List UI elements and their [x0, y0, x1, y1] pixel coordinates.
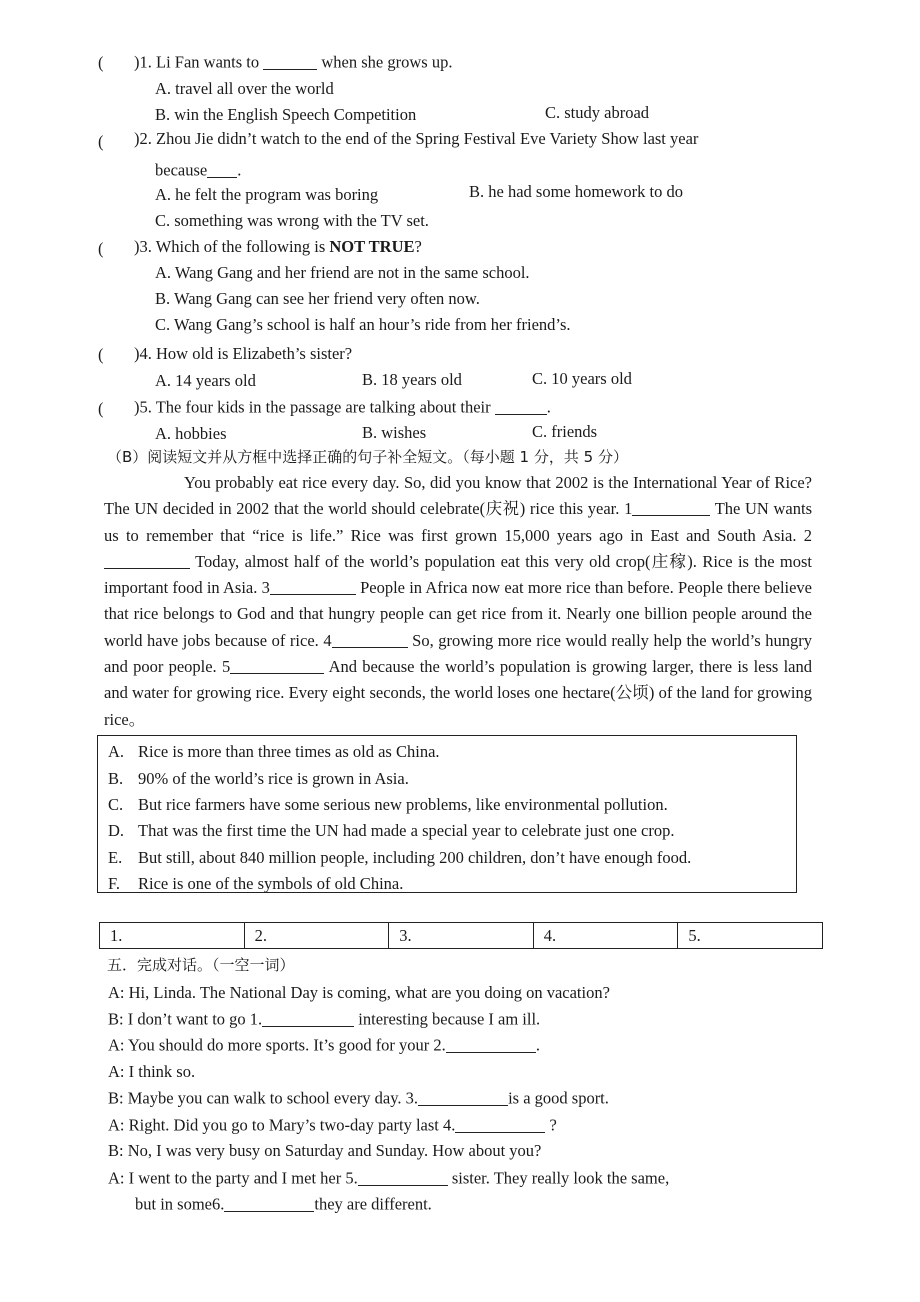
box-option-b	[108, 769, 409, 789]
q1-option-c: C. study abroad	[545, 103, 650, 122]
box-option-c	[108, 795, 668, 815]
q4-option-c: C. 10 years old	[532, 369, 632, 388]
option-letter: F.	[108, 874, 120, 893]
q3-option-a: A. Wang Gang and her friend are not in the same school.	[155, 263, 530, 282]
dialogue-blank-2[interactable]	[446, 1035, 536, 1053]
box-option-d	[108, 821, 675, 841]
passage-part-5: So, growing more rice would really help the world’s hungry and poor people.	[104, 630, 812, 677]
q5-text: )5. The four kids in the passage are talking about their	[134, 397, 491, 417]
blank-number-5: 5	[221, 657, 231, 677]
option-letter: E.	[108, 848, 123, 867]
sentence-options-box	[97, 735, 797, 893]
dialogue-blank-5[interactable]	[358, 1168, 448, 1186]
passage-part-1: You probably eat rice every day. So, did you know that 2002 is the International Year of Rice? The UN decided in 2002 that the world should celebrate(庆祝) rice this year.	[104, 473, 812, 519]
line-text-after: ?	[549, 1115, 557, 1135]
q1-option-a: A. travel all over the world	[155, 79, 334, 98]
option-text: Rice is one of the symbols of old China.	[138, 874, 404, 893]
q5-option-b: B. wishes	[362, 423, 427, 442]
blank-number-3: 3	[261, 578, 270, 598]
answer-cell-4[interactable]: 4.	[534, 923, 679, 948]
question-4-stem: )4. How old is Elizabeth’s sister?	[134, 344, 353, 363]
passage-part-3: Today, almost half of the world’s population eat this very old crop(庄稼). Rice is the most important food in Asia.	[104, 551, 813, 598]
dialogue-blank-3[interactable]	[418, 1088, 508, 1106]
option-text: That was the first time the UN had made a special year to celebrate just one crop.	[138, 821, 675, 840]
question-5-stem	[134, 397, 551, 417]
line-text: B: I don’t want to go 1.	[108, 1009, 263, 1029]
dialogue-blank-4[interactable]	[455, 1115, 545, 1133]
passage-blank-2[interactable]	[104, 551, 190, 569]
q2-option-b: B. he had some homework to do	[469, 182, 684, 201]
q3-option-b: B. Wang Gang can see her friend very often now.	[155, 289, 480, 308]
question-2-stem-line2	[155, 160, 241, 180]
option-letter: C.	[108, 795, 124, 814]
passage-blank-5[interactable]	[230, 657, 324, 675]
answer-cell-2[interactable]: 2.	[245, 923, 390, 948]
option-letter: D.	[108, 821, 125, 840]
option-text: 90% of the world’s rice is grown in Asia.	[138, 769, 409, 788]
q5-text-after: .	[546, 397, 551, 417]
question-2-stem: )2. Zhou Jie didn’t watch to the end of the Spring Festival Eve Variety Show last year	[134, 129, 699, 148]
answer-bracket: (	[98, 132, 104, 151]
passage-part-4: People in Africa now eat more rice than before. People there believe that rice belongs to God and that hungry people can get rice from it. Nearly one billion people around the world have jobs because of rice.	[104, 578, 813, 650]
dialogue-line-7: B: No, I was very busy on Saturday and Sunday. How about you?	[108, 1141, 542, 1160]
passage-part-6: And because the world’s population is growing larger, there is less land and water for growing rice. Every eight seconds, the world loses one hectare(公顷) of the land for growing rice。	[104, 657, 813, 729]
option-letter: A.	[108, 742, 125, 761]
q1-text-after: when she grows up.	[321, 52, 453, 72]
line-text: A: Right. Did you go to Mary’s two-day party last 4.	[108, 1115, 456, 1135]
section-5-heading: 五．完成对话。（一空一词）	[107, 956, 295, 974]
q2-text-after: .	[237, 160, 242, 180]
blank[interactable]	[495, 397, 547, 415]
dialogue-blank-1[interactable]	[262, 1009, 354, 1027]
question-3-stem	[134, 237, 422, 257]
q2-text: because	[155, 160, 208, 180]
question-1-stem	[134, 52, 452, 72]
answer-bracket: (	[98, 399, 104, 418]
answer-cell-3[interactable]: 3.	[389, 923, 534, 948]
line-text: B: Maybe you can walk to school every day. 3.	[108, 1088, 419, 1108]
option-text: But rice farmers have some serious new problems, like environmental pollution.	[138, 795, 668, 814]
option-letter: B.	[108, 769, 124, 788]
passage-blank-3[interactable]	[270, 578, 356, 596]
answer-cell-5[interactable]: 5.	[688, 926, 701, 945]
answer-bracket: (	[98, 239, 104, 258]
dialogue-line-6	[108, 1115, 557, 1135]
line-text: A: You should do more sports. It’s good for your 2.	[108, 1035, 446, 1055]
q4-option-a: A. 14 years old	[155, 371, 256, 390]
dialogue-line-9	[135, 1194, 432, 1214]
answer-bracket: (	[98, 53, 104, 72]
blank[interactable]	[207, 160, 237, 178]
q3-text-after: ?	[414, 237, 422, 256]
passage-blank-4[interactable]	[332, 630, 408, 648]
passage-part-2: The UN wants us to remember that “rice is life.” Rice was first grown 15,000 years ago in East and South Asia.	[104, 499, 813, 545]
line-text-after: .	[535, 1035, 540, 1055]
dialogue-blank-6[interactable]	[224, 1194, 314, 1212]
q3-text: )3. Which of the following is	[134, 237, 326, 256]
q4-option-b: B. 18 years old	[362, 370, 462, 389]
q2-option-c: C. something was wrong with the TV set.	[155, 211, 429, 230]
q1-option-b: B. win the English Speech Competition	[155, 105, 417, 124]
box-option-a	[108, 742, 440, 762]
box-option-e	[108, 848, 691, 868]
passage-blank-1[interactable]	[632, 499, 710, 517]
option-text: But still, about 840 million people, including 200 children, don’t have enough food.	[138, 848, 692, 867]
reading-passage	[104, 470, 812, 733]
answer-table	[99, 922, 823, 949]
blank-number-4: 4	[323, 630, 332, 650]
q3-emphasis: NOT TRUE	[329, 237, 415, 256]
blank[interactable]	[263, 52, 317, 70]
answer-cell-1[interactable]: 1.	[100, 923, 245, 948]
blank-number-2: 2	[803, 525, 812, 545]
line-text: A: I went to the party and I met her 5.	[108, 1168, 358, 1188]
dialogue-line-8	[108, 1168, 669, 1188]
dialogue-line-4: A: I think so.	[108, 1062, 196, 1081]
dialogue-line-5	[108, 1088, 609, 1108]
line-text-after: is a good sport.	[508, 1088, 609, 1108]
q2-option-a: A. he felt the program was boring	[155, 185, 379, 204]
dialogue-line-2	[108, 1009, 540, 1029]
dialogue-line-1: A: Hi, Linda. The National Day is coming, what are you doing on vacation?	[108, 983, 610, 1002]
q5-option-c: C. friends	[532, 422, 598, 441]
answer-bracket: (	[98, 345, 104, 364]
blank-number-1: 1	[624, 499, 633, 519]
dialogue-line-3	[108, 1035, 540, 1055]
option-text: Rice is more than three times as old as China.	[138, 742, 440, 761]
line-text-after: sister. They really look the same,	[451, 1168, 670, 1188]
q3-option-c: C. Wang Gang’s school is half an hour’s ride from her friend’s.	[155, 315, 571, 334]
line-text-after: they are different.	[314, 1194, 432, 1214]
q1-text: )1. Li Fan wants to	[134, 52, 260, 72]
section-b-heading: （B）阅读短文并从方框中选择正确的句子补全短文。（每小题 1 分，共 5 分）	[107, 448, 628, 466]
line-text: but in some6.	[135, 1194, 225, 1214]
box-option-f	[108, 874, 403, 894]
line-text-after: interesting because I am ill.	[358, 1009, 541, 1029]
q5-option-a: A. hobbies	[155, 424, 227, 443]
